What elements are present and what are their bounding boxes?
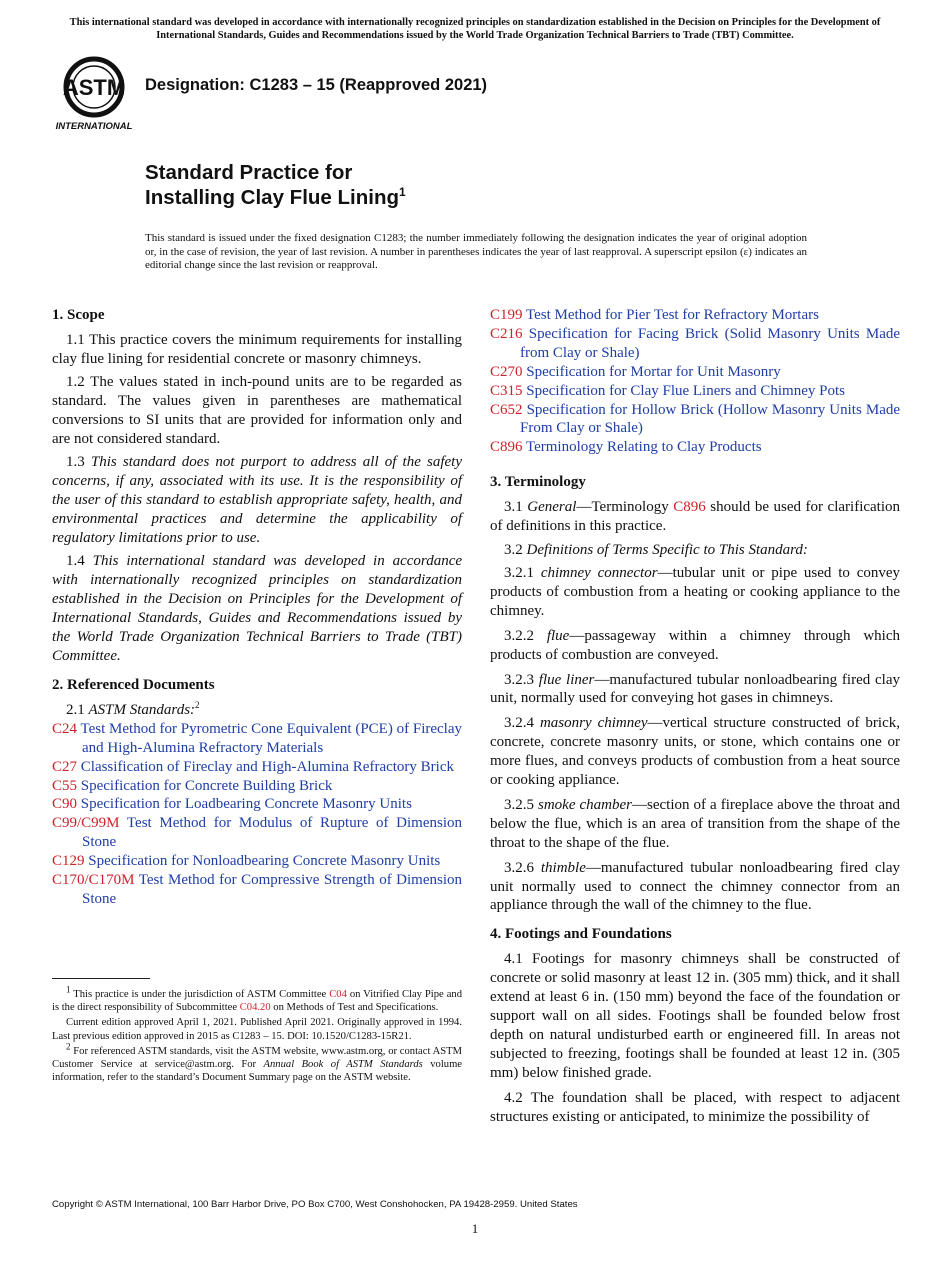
reference-title[interactable]: Specification for Concrete Building Brick — [80, 777, 333, 794]
reference-title[interactable]: Classification of Fireclay and High-Alumina Refractory Brick — [80, 758, 454, 775]
reference-code[interactable]: C270 — [490, 363, 523, 380]
right-column — [490, 306, 900, 1131]
reference-item[interactable] — [490, 401, 900, 439]
terminology-heading: 3. Terminology — [490, 474, 586, 491]
reference-item[interactable] — [490, 363, 900, 382]
definition-item: 3.2.1 chimney connector—tubular unit or pipe used to convey products of combustion from a heating or cooking appliance to the chimney. — [490, 564, 901, 619]
title-footnote-mark: 1 — [399, 185, 406, 200]
reference-title[interactable]: Terminology Relating to Clay Products — [526, 439, 762, 456]
reference-title[interactable]: Specification for Clay Flue Liners and Chimney Pots — [526, 382, 845, 399]
reference-item[interactable] — [490, 325, 900, 363]
reference-item[interactable] — [490, 438, 900, 457]
reference-item[interactable] — [490, 382, 900, 401]
reference-title[interactable]: Specification for Hollow Brick (Hollow Masonry Units Made From Clay or Shale) — [520, 401, 901, 437]
footings-4-2: 4.2 The foundation shall be placed, with respect to adjacent structures existing or anticipated, to minimize the possibility of — [490, 1089, 900, 1125]
scope-1-4: 1.4 This international standard was developed in accordance with internationally recognized principles on standardization established in the Decision on Principles for the Development of International Standards, Guides and Recommendations issued by the World Trade Organization Technical Barriers to Trade (TBT) Committee. — [52, 553, 463, 664]
reference-code[interactable]: C24 — [52, 720, 78, 737]
footings-4-1: 4.1 Footings for masonry chimneys shall be constructed of concrete or solid masonry at least 12 in. (305 mm) thick, and it shall extend at least 6 in. (150 mm) beyond the face of the foundation or support wall on all sides. Footings shall be founded below frost depth on natural undisturbed earth or engineered fill. In areas not subjected to freezing, footings shall be founded at least 12 in. (305 mm) below finished grade. — [490, 951, 900, 1081]
reference-title[interactable]: Specification for Mortar for Unit Masonry — [526, 363, 781, 380]
page-title — [145, 160, 406, 210]
copyright: Copyright © ASTM International, 100 Barr Harbor Drive, PO Box C700, West Conshohocken, PA 19428-2959. United States — [52, 1199, 578, 1210]
issuance-statement: This standard is issued under the fixed designation C1283; the number immediately following the designation indicates the year of original adoption or, in the case of revision, the year of last revision. A number in parentheses indicates the year of last reapproval. A superscript epsilon (ε) indicates an editorial change since the last revision or reapproval. — [145, 232, 807, 272]
defined-term: flue liner — [538, 671, 595, 688]
tbt-notice: This international standard was developed in accordance with internationally recognized principles on standardization established in the Decision on Principles for the Development of International Standards, Guides and Recommendations issued by the World Trade Organization Technical Barriers to Trade (TBT) Committee. — [69, 17, 881, 41]
reference-item[interactable] — [52, 720, 462, 758]
reference-code[interactable]: C216 — [490, 325, 523, 342]
c04-link[interactable]: C04 — [329, 989, 347, 1000]
page-number: 1 — [471, 1221, 479, 1236]
c896-link[interactable]: C896 — [673, 499, 706, 516]
defined-term: smoke chamber — [538, 796, 633, 813]
reference-item[interactable] — [52, 852, 462, 871]
title-line1: Standard Practice for — [145, 161, 353, 184]
c04-20-link[interactable]: C04.20 — [239, 1002, 271, 1014]
reference-list-left — [52, 720, 462, 909]
reference-code[interactable]: C199 — [490, 307, 523, 323]
reference-code[interactable]: C170/C170M — [52, 872, 135, 889]
definition-item: 3.2.2 flue—passageway within a chimney through which products of combustion are conveyed. — [490, 627, 901, 663]
defined-term: flue — [546, 627, 570, 644]
reference-title[interactable]: Test Method for Compressive Strength of Dimension Stone — [82, 872, 462, 907]
reference-item[interactable] — [490, 306, 900, 325]
astm-logo-icon — [52, 55, 136, 133]
defined-term: chimney connector — [540, 564, 658, 581]
reference-code[interactable]: C652 — [490, 401, 523, 418]
footnote-2: $^2$ For referenced ASTM standards, visit the ASTM website, www.astm.org, or contact ASTM Customer Service at service@astm.org. For Annual Book of ASTM Standards volume information, refer to the standard’s Document Summary page on the ASTM website. — [52, 1041, 463, 1084]
definition-item: 3.2.4 masonry chimney—vertical structure constructed of brick, concrete, concrete masonry units, or stone, which contains one or more flues, and conveys products of combustion from a heat source or cooking appliance. — [490, 715, 901, 789]
scope-1-2: 1.2 The values stated in inch-pound units are to be regarded as standard. The values given in parentheses are mathematical conversions to SI units that are provided for information only and are not considered standard. — [52, 374, 462, 448]
reference-code[interactable]: C99/C99M — [52, 815, 120, 832]
reference-code[interactable]: C129 — [52, 853, 85, 870]
scope-1-3: 1.3 This standard does not purport to address all of the safety concerns, if any, associated with its use. It is the responsibility of the user of this standard to establish appropriate safety, health, and environmental practices and determine the applicability of regulatory limitations prior to use. — [52, 454, 463, 547]
footnote-edition: Current edition approved April 1, 2021. Published April 2021. Originally approved in 1994. Last previous edition approved in 2015 as C1283 – 15. DOI: 10.1520/C1283-15R21. — [52, 1017, 462, 1042]
reference-item[interactable] — [52, 777, 462, 796]
reference-item[interactable] — [52, 758, 462, 777]
defined-term: masonry chimney — [539, 715, 648, 732]
reference-title[interactable]: Specification for Facing Brick (Solid Masonry Units Made from Clay or Shale) — [520, 325, 901, 361]
refdocs-heading: 2. Referenced Documents — [52, 676, 215, 693]
scope-heading: 1. Scope — [52, 307, 105, 323]
title-line2: Installing Clay Flue Lining — [145, 186, 399, 209]
term-3-1: 3.1 General—Terminology C896 should be used for clarification of definitions in this practice. — [490, 499, 901, 535]
reference-code[interactable]: C55 — [52, 777, 78, 794]
reference-title[interactable]: Specification for Nonloadbearing Concrete Masonry Units — [88, 853, 441, 870]
astm-standards-label: 2.1 ASTM Standards:$^2$ — [66, 699, 200, 718]
footings-heading: 4. Footings and Foundations — [490, 926, 672, 943]
term-3-2: 3.2 Definitions of Terms Specific to This Standard: — [504, 541, 808, 558]
reference-code[interactable]: C90 — [52, 796, 78, 813]
reference-title[interactable]: Test Method for Modulus of Rupture of Dimension Stone — [82, 815, 463, 851]
footnote-1: $^1$ This practice is under the jurisdiction of ASTM Committee C04 on Vitrified Clay Pipe and is the direct responsibility of Subcommittee C04.20 on Methods of Test and Specifications. — [52, 984, 462, 1014]
definition-item: 3.2.6 thimble—manufactured tubular nonloadbearing fired clay unit normally used to connect the chimney connector from an appliance through the wall of the chimney to the flue. — [490, 859, 900, 914]
definition-item: 3.2.3 flue liner—manufactured tubular nonloadbearing fired clay unit, normally used for conveying hot gases in chimneys. — [490, 671, 901, 707]
definitions-list — [490, 564, 900, 915]
footnote-divider — [52, 978, 150, 979]
reference-item[interactable] — [52, 871, 462, 909]
reference-title[interactable]: Test Method for Pier Test for Refractory Mortars — [526, 307, 819, 323]
logo-text: ASTM — [62, 75, 126, 100]
scope-1-1: 1.1 This practice covers the minimum requirements for installing clay flue lining for residential concrete or masonry chimneys. — [52, 332, 462, 367]
left-column — [52, 306, 462, 909]
designation: Designation: C1283 – 15 (Reapproved 2021) — [145, 76, 488, 94]
reference-item[interactable] — [52, 814, 462, 852]
definition-item: 3.2.5 smoke chamber—section of a fireplace above the throat and below the flue, which is an area of transition from the shape of the throat to the shape of the flue. — [490, 796, 900, 851]
reference-code[interactable]: C27 — [52, 758, 78, 775]
logo-subtext: INTERNATIONAL — [55, 121, 133, 132]
reference-title[interactable]: Specification for Loadbearing Concrete Masonry Units — [80, 796, 412, 813]
reference-code[interactable]: C896 — [490, 439, 523, 456]
defined-term: thimble — [540, 859, 586, 876]
reference-item[interactable] — [52, 795, 462, 814]
reference-list-right — [490, 306, 900, 457]
footnotes — [52, 984, 463, 1086]
reference-title[interactable]: Test Method for Pyrometric Cone Equivalent (PCE) of Fireclay and High-Alumina Refractory Materials — [80, 720, 462, 756]
reference-code[interactable]: C315 — [490, 382, 523, 399]
